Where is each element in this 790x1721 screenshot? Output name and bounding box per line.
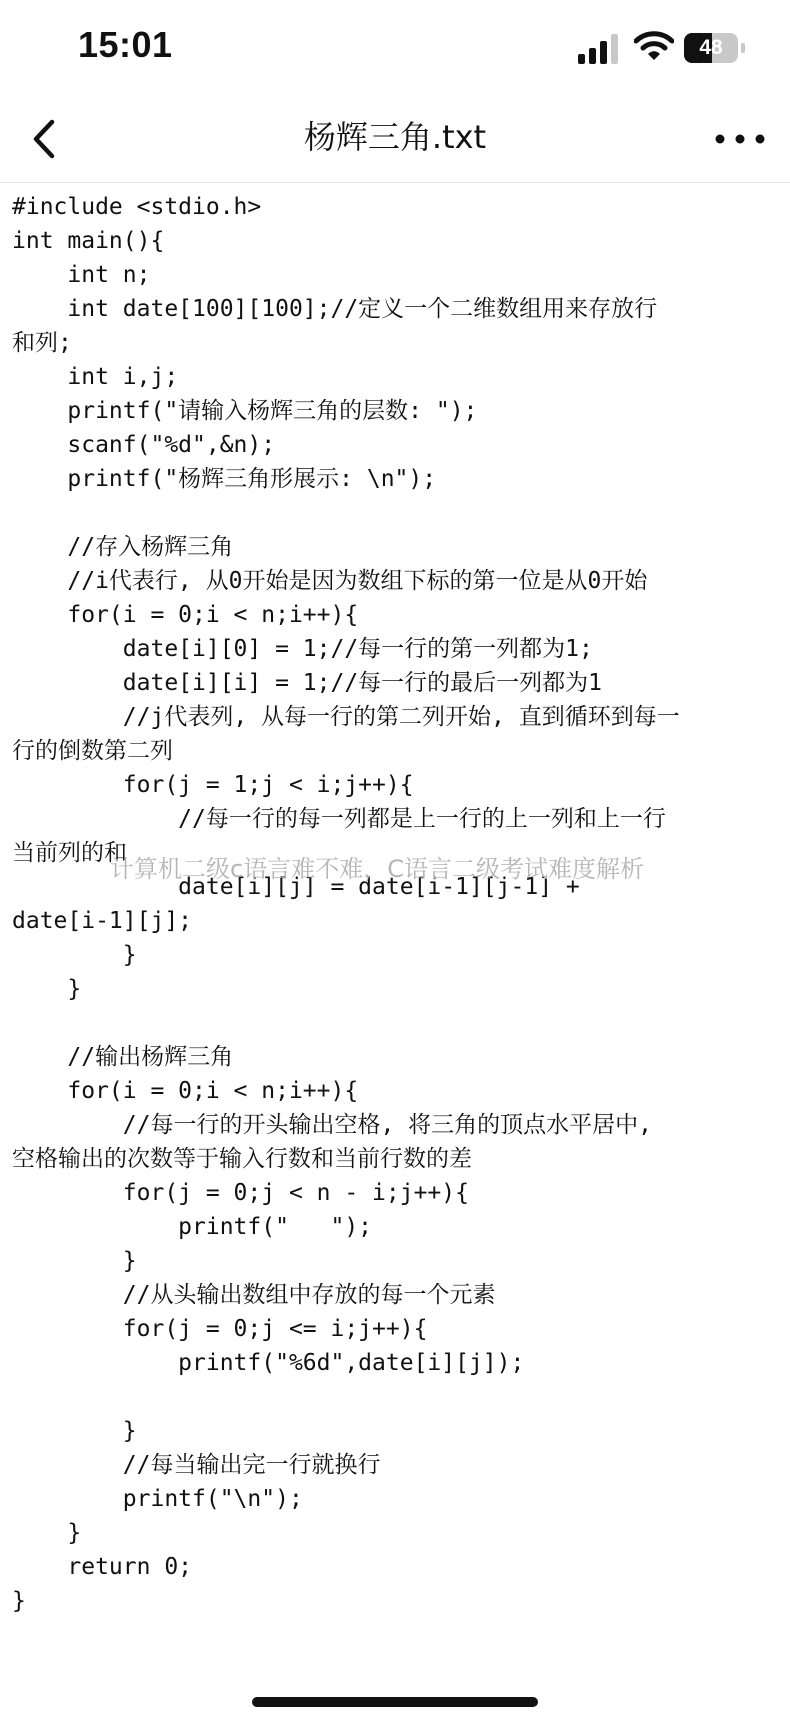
- wifi-icon: [634, 30, 674, 62]
- code-line: scanf("%d",&n);: [12, 432, 276, 458]
- code-line: 空格输出的次数等于输入行数和当前行数的差: [12, 1146, 472, 1172]
- code-line: 行的倒数第二列: [12, 738, 173, 764]
- code-line: 当前列的和: [12, 840, 127, 866]
- code-line: }: [12, 1418, 137, 1444]
- watermark: 计算机二级c语言难不难，C语言二级考试难度解析: [110, 855, 644, 883]
- code-line: date[i][i] = 1;//每一行的最后一列都为1: [12, 670, 603, 696]
- more-horizontal-icon[interactable]: [708, 110, 772, 168]
- code-line: printf(" ");: [12, 1214, 373, 1240]
- code-line: [12, 1380, 782, 1414]
- code-line: for(i = 0;i < n;i++){: [12, 1078, 359, 1104]
- chevron-left-icon[interactable]: [18, 110, 74, 168]
- nav-bar: [0, 96, 790, 183]
- code-line: for(j = 0;j <= i;j++){: [12, 1316, 428, 1342]
- code-line: #include <stdio.h>: [12, 194, 262, 220]
- battery-level: 48: [699, 36, 723, 59]
- code-line: //从头输出数组中存放的每一个元素: [12, 1282, 496, 1308]
- code-line: //每一行的每一列都是上一行的上一列和上一行: [12, 806, 666, 832]
- code-line: }: [12, 1248, 137, 1274]
- code-line: int date[100][100];//定义一个二维数组用来存放行: [12, 296, 658, 322]
- code-line: }: [12, 942, 137, 968]
- page-title: 杨辉三角.txt: [303, 118, 487, 156]
- code-line: date[i][0] = 1;//每一行的第一列都为1;: [12, 636, 593, 662]
- code-line: //i代表行, 从0开始是因为数组下标的第一位是从0开始: [12, 568, 648, 594]
- code-line: for(i = 0;i < n;i++){: [12, 602, 359, 628]
- code-line: printf("杨辉三角形展示: \n");: [12, 466, 437, 492]
- code-content: [12, 190, 782, 1618]
- code-line: return 0;: [12, 1554, 193, 1580]
- code-line: //每当输出完一行就换行: [12, 1452, 381, 1478]
- code-line: for(j = 1;j < i;j++){: [12, 772, 414, 798]
- code-line: printf("\n");: [12, 1486, 303, 1512]
- code-line: printf("%6d",date[i][j]);: [12, 1350, 525, 1376]
- code-line: printf("请输入杨辉三角的层数: ");: [12, 398, 478, 424]
- code-line: [12, 1006, 782, 1040]
- code-line: //每一行的开头输出空格, 将三角的顶点水平居中,: [12, 1112, 653, 1138]
- code-line: }: [12, 1520, 82, 1546]
- code-line: date[i-1][j];: [12, 908, 193, 934]
- status-time: 15:01: [78, 24, 173, 65]
- code-line: }: [12, 976, 82, 1002]
- code-line: int n;: [12, 262, 151, 288]
- code-line: 和列;: [12, 330, 72, 356]
- code-line: int i,j;: [12, 364, 179, 390]
- code-line: for(j = 0;j < n - i;j++){: [12, 1180, 469, 1206]
- code-line: }: [12, 1588, 26, 1614]
- code-line: //j代表列, 从每一行的第二列开始, 直到循环到每一: [12, 704, 680, 730]
- code-line: //存入杨辉三角: [12, 534, 234, 560]
- signal-icon: [578, 34, 620, 64]
- code-line: [12, 496, 782, 530]
- status-bar: [0, 0, 790, 96]
- code-line: //输出杨辉三角: [12, 1044, 234, 1070]
- code-line: date[i][j] = date[i-1][j-1] +: [12, 874, 580, 900]
- code-line: int main(){: [12, 228, 165, 254]
- home-indicator[interactable]: [252, 1697, 538, 1707]
